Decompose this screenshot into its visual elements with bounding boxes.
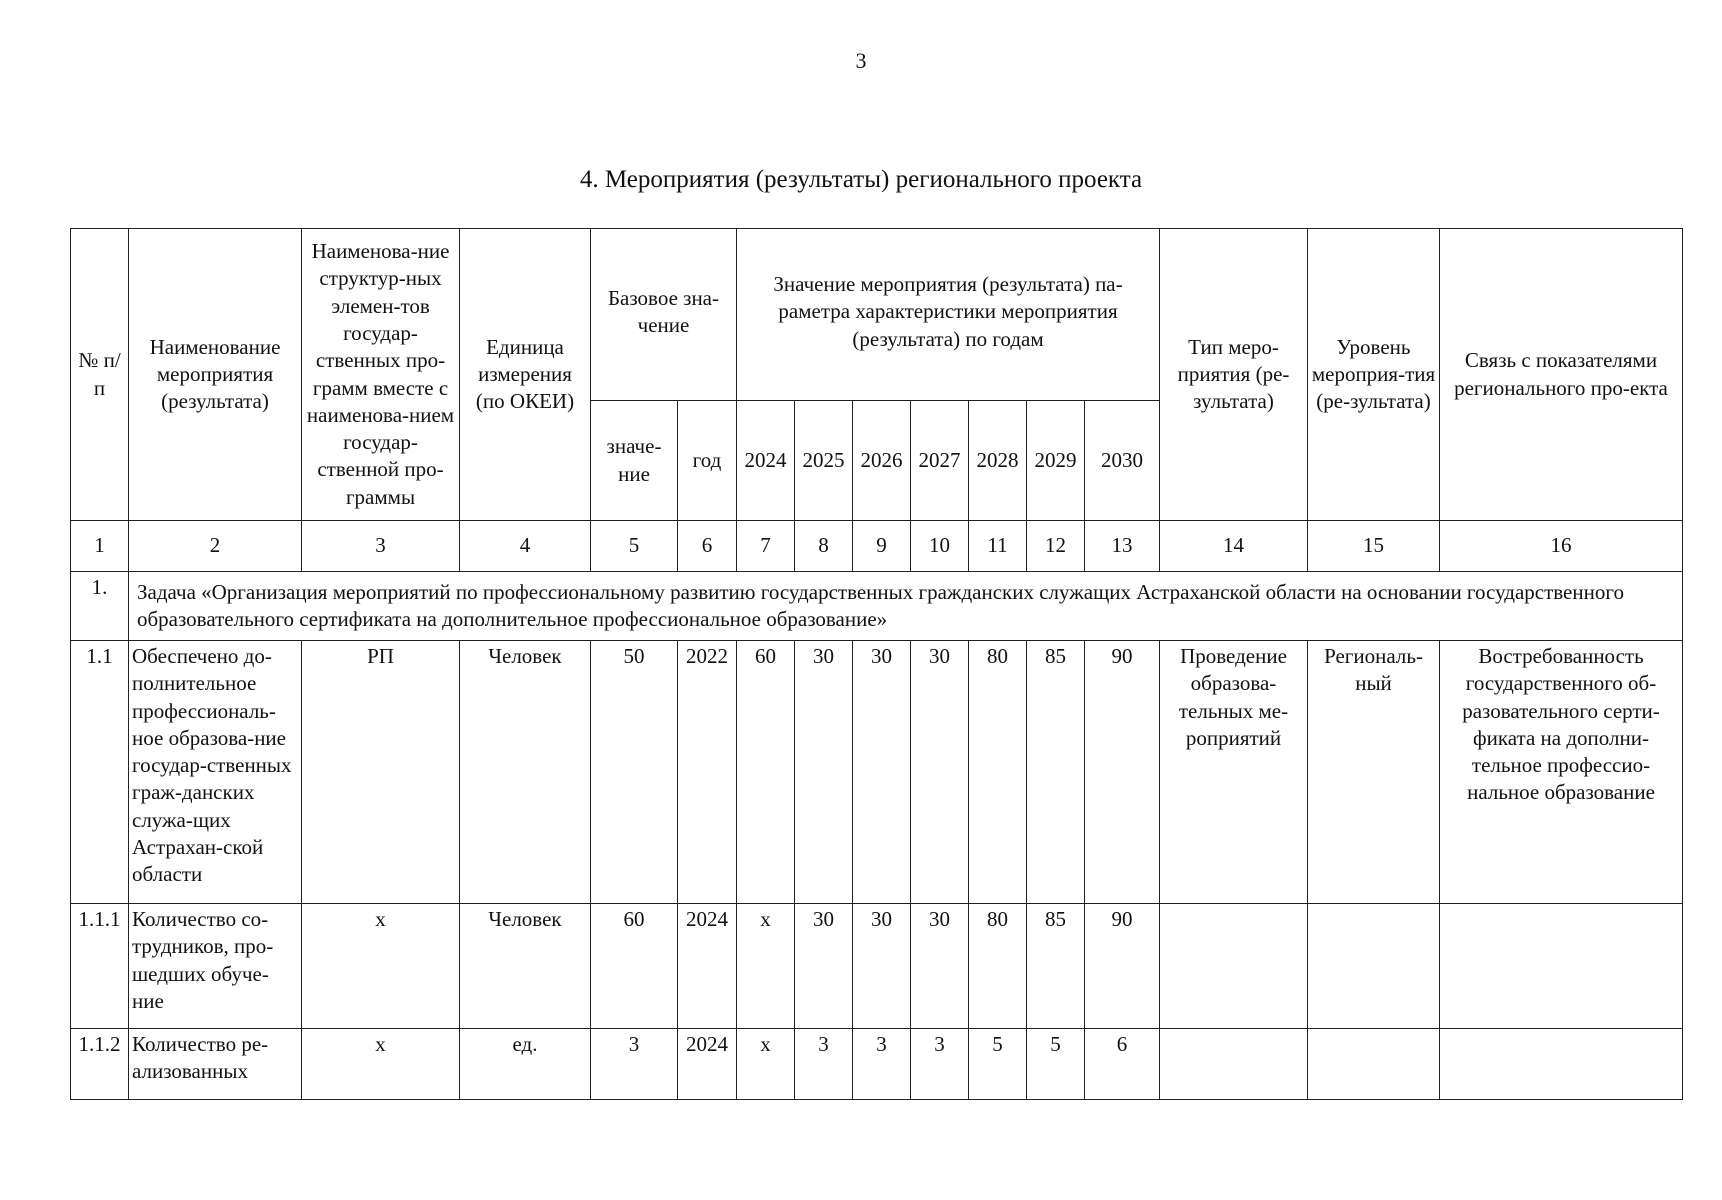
row-structure: РП: [302, 641, 460, 904]
row-base-year: 2022: [678, 641, 737, 904]
row-value-2030: 90: [1085, 641, 1160, 904]
row-value-2025: 30: [795, 641, 853, 904]
row-link: Востребованность государственного об-разовательного серти-фиката на дополни-тельное профессио-нальное образование: [1440, 641, 1683, 904]
row-unit: Человек: [460, 904, 591, 1029]
header-link: Связь с показателями регионального про-екта: [1440, 229, 1683, 521]
row-level: [1308, 904, 1440, 1029]
row-value-2028: 5: [969, 1029, 1027, 1100]
row-name: Количество со-трудников, про-шедших обуче-ние: [129, 904, 302, 1029]
header-year-2028: 2028: [969, 401, 1027, 521]
row-value-2024: х: [737, 1029, 795, 1100]
column-number-row: [71, 521, 1683, 572]
section-title: 4. Мероприятия (результаты) регионального проекта: [579, 166, 1143, 193]
row-structure: х: [302, 904, 460, 1029]
page-number: 3: [855, 48, 867, 73]
task-row: [71, 572, 1683, 641]
row-number: 1.1.1: [71, 904, 129, 1029]
row-value-2027: 30: [911, 641, 969, 904]
column-number: 3: [302, 521, 460, 572]
column-number: 14: [1160, 521, 1308, 572]
row-value-2029: 85: [1027, 904, 1085, 1029]
header-base-group: Базовое зна-чение: [591, 229, 737, 401]
task-number: 1.: [71, 572, 129, 641]
row-value-2026: 30: [853, 904, 911, 1029]
row-value-2028: 80: [969, 904, 1027, 1029]
row-name: Количество ре-ализованных: [129, 1029, 302, 1100]
header-name: Наименование мероприятия (результата): [129, 229, 302, 521]
header-level: Уровень мероприя-тия (ре-зультата): [1308, 229, 1440, 521]
row-type: Проведение образова-тельных ме-роприятий: [1160, 641, 1308, 904]
row-number: 1.1: [71, 641, 129, 904]
row-base-value: 50: [591, 641, 678, 904]
column-number: 12: [1027, 521, 1085, 572]
header-base-year: год: [678, 401, 737, 521]
column-number: 9: [853, 521, 911, 572]
table-row: [71, 641, 1683, 904]
header-year-2027: 2027: [911, 401, 969, 521]
row-type: [1160, 904, 1308, 1029]
row-value-2030: 6: [1085, 1029, 1160, 1100]
column-number: 13: [1085, 521, 1160, 572]
row-value-2029: 5: [1027, 1029, 1085, 1100]
row-value-2029: 85: [1027, 641, 1085, 904]
row-type: [1160, 1029, 1308, 1100]
row-value-2025: 30: [795, 904, 853, 1029]
row-link: [1440, 1029, 1683, 1100]
row-level: [1308, 1029, 1440, 1100]
column-number: 1: [71, 521, 129, 572]
row-value-2026: 3: [853, 1029, 911, 1100]
row-base-value: 60: [591, 904, 678, 1029]
row-value-2028: 80: [969, 641, 1027, 904]
header-year-2030: 2030: [1085, 401, 1160, 521]
header-year-2025: 2025: [795, 401, 853, 521]
column-number: 16: [1440, 521, 1683, 572]
row-value-2026: 30: [853, 641, 911, 904]
column-number: 6: [678, 521, 737, 572]
row-number: 1.1.2: [71, 1029, 129, 1100]
row-value-2025: 3: [795, 1029, 853, 1100]
row-base-year: 2024: [678, 904, 737, 1029]
column-number: 11: [969, 521, 1027, 572]
header-year-2024: 2024: [737, 401, 795, 521]
header-unit: Единица измерения (по ОКЕИ): [460, 229, 591, 521]
header-year-2029: 2029: [1027, 401, 1085, 521]
row-value-2027: 3: [911, 1029, 969, 1100]
row-unit: ед.: [460, 1029, 591, 1100]
header-number: № п/п: [71, 229, 129, 521]
table-row: [71, 904, 1683, 1029]
column-number: 10: [911, 521, 969, 572]
column-number: 8: [795, 521, 853, 572]
row-link: [1440, 904, 1683, 1029]
table-row: [71, 1029, 1683, 1100]
header-years-group: Значение мероприятия (результата) па-раметра характеристики мероприятия (результата) по годам: [737, 229, 1160, 401]
header-year-2026: 2026: [853, 401, 911, 521]
header-type: Тип меро-приятия (ре-зультата): [1160, 229, 1308, 521]
header-structure: Наименова-ние структур-ных элемен-тов государ-ственных про-грамм вместе с наименова-нием государ-ственной про-граммы: [302, 229, 460, 521]
row-structure: х: [302, 1029, 460, 1100]
row-value-2027: 30: [911, 904, 969, 1029]
column-number: 4: [460, 521, 591, 572]
column-number: 5: [591, 521, 678, 572]
row-level: Региональ-ный: [1308, 641, 1440, 904]
row-base-value: 3: [591, 1029, 678, 1100]
row-name: Обеспечено до-полнительное профессиональ-ное образова-ние государ-ственных граж-данских служа-щих Астрахан-ской области: [129, 641, 302, 904]
column-number: 15: [1308, 521, 1440, 572]
row-unit: Человек: [460, 641, 591, 904]
column-number: 7: [737, 521, 795, 572]
column-number: 2: [129, 521, 302, 572]
row-value-2024: 60: [737, 641, 795, 904]
task-text: Задача «Организация мероприятий по профессиональному развитию государственных гражданских служащих Астраханской области на основании государственного образовательного сертификата на дополнительное профессиональное образование»: [129, 572, 1683, 641]
results-table: [70, 228, 1683, 1100]
row-base-year: 2024: [678, 1029, 737, 1100]
row-value-2030: 90: [1085, 904, 1160, 1029]
header-base-value: значе-ние: [591, 401, 678, 521]
row-value-2024: х: [737, 904, 795, 1029]
